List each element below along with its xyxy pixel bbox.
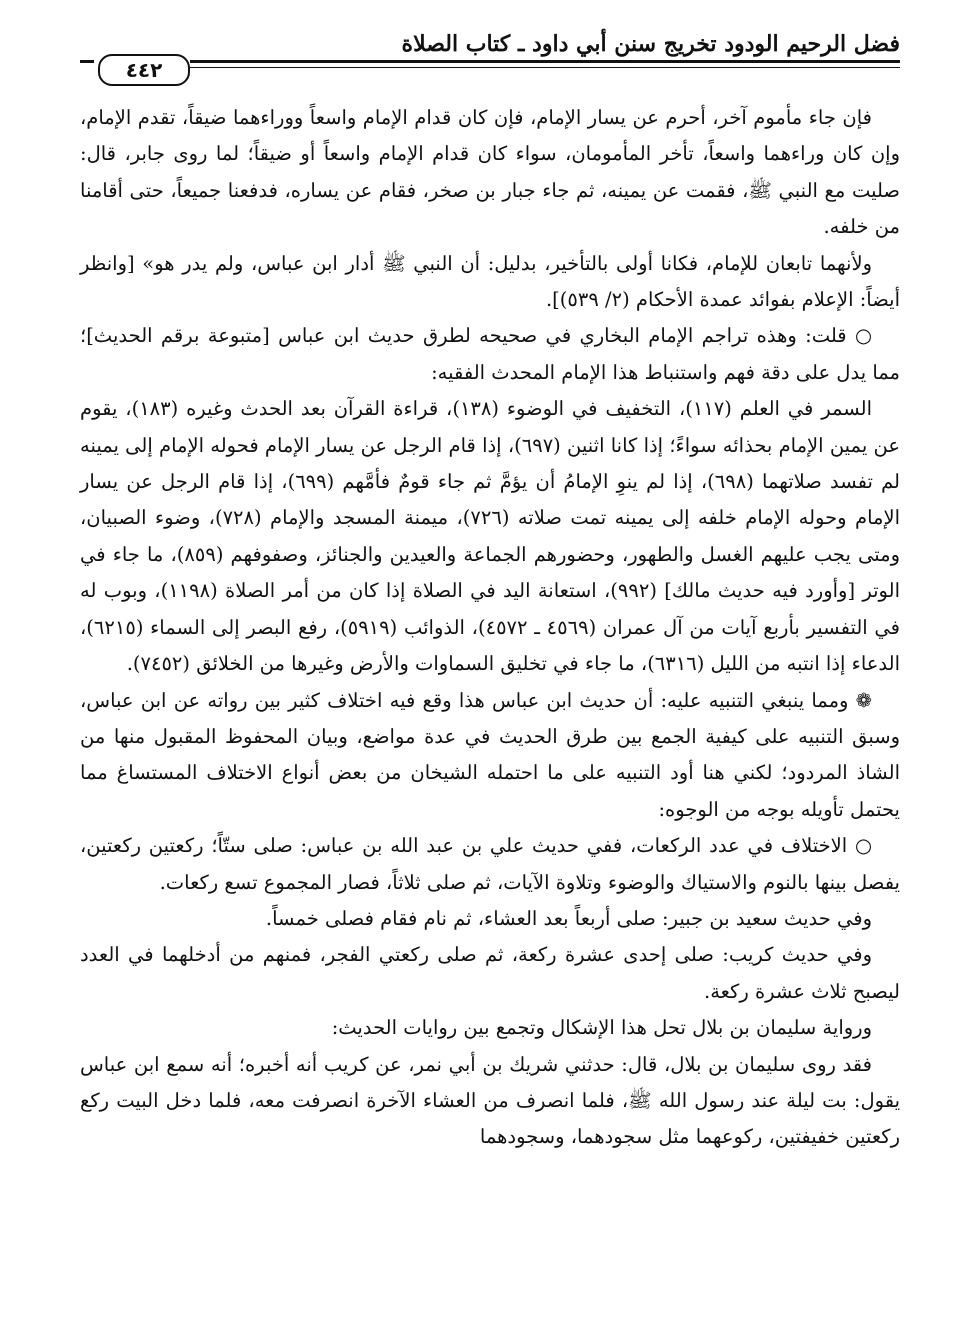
header-title: فضل الرحيم الودود تخريج سنن أبي داود ـ كتاب الصلاة xyxy=(401,31,900,57)
running-header xyxy=(80,30,900,58)
paragraph: وفي حديث كريب: صلى إحدى عشرة ركعة، ثم صلى ركعتي الفجر، فمنهم من أدخلهما في العدد ليصبح ثلاث عشرة ركعة. xyxy=(80,943,900,1003)
page-number: ٤٤٢ xyxy=(98,54,190,86)
paragraph: ورواية سليمان بن بلال تحل هذا الإشكال وتجمع بين روايات الحديث: xyxy=(331,1016,872,1040)
paragraph: ○ الاختلاف في عدد الركعات، ففي حديث علي بن عبد الله بن عباس: صلى ستّاً؛ ركعتين ركعتين، يفصل بينها بالنوم والاستياك والوضوء وتلاوة الآيات، ثم صلى ثلاثاً، فصار المجموع تسع ركعات. xyxy=(80,834,900,894)
paragraph: ○ قلت: وهذه تراجم الإمام البخاري في صحيحه لطرق حديث ابن عباس [متبوعة برقم الحديث]؛ مما يدل على دقة فهم واستنباط هذا الإمام المحدث الفقيه: xyxy=(80,324,900,384)
paragraph: ولأنهما تابعان للإمام، فكانا أولى بالتأخير، بدليل: أن النبي ﷺ أدار ابن عباس، ولم يدر هو» [وانظر أيضاً: الإعلام بفوائد عمدة الأحكام (٢/ ٥٣٩)]. xyxy=(80,251,900,312)
page-body xyxy=(80,100,900,1156)
paragraph: وفي حديث سعيد بن جبير: صلى أربعاً بعد العشاء، ثم نام فقام فصلى خمساً. xyxy=(265,906,872,930)
paragraph: السمر في العلم (١١٧)، التخفيف في الوضوء (١٣٨)، قراءة القرآن بعد الحدث وغيره (١٨٣)، يقوم عن يمين الإمام بحذائه سواءً؛ إذا كانا اثنين (٦٩٧)، إذا قام الرجل عن يسار الإمام فحوله الإمام إلى يمينه لم تفسد صلاتهما (٦٩٨)، إذا لم ينوِ الإمامُ أن يؤمَّ ثم جاء قومٌ فأمَّهم (٦٩٩)، إذا قام الرجل عن يسار الإمام وحوله الإمام خلفه إلى يمينه تمت صلاته (٧٢٦)، ميمنة المسجد والإمام (٧٢٨)، وضوء الصبيان، ومتى يجب عليهم الغسل والطهور، وحضورهم الجماعة والعيدين والجنائز، وصفوفهم (٨٥٩)، ما جاء في الوتر [وأورد فيه حديث مالك] (٩٩٢)، استعانة اليد في الصلاة إذا كان من أمر الصلاة (١١٩٨)، وبوب له في التفسير بأربع آيات من آل عمران (٤٥٦٩ ـ ٤٥٧٢)، الذوائب (٥٩١٩)، رفع البصر إلى السماء (٦٢١٥)، الدعاء إذا انتبه من الليل (٦٣١٦)، ما جاء في تخليق السماوات والأرض وغيرها من الخلائق (٧٤٥٢). xyxy=(80,397,901,676)
paragraph: فقد روى سليمان بن بلال، قال: حدثني شريك بن أبي نمر، عن كريب أنه أخبره؛ أنه سمع ابن عباس يقول: بت ليلة عند رسول الله ﷺ، فلما انصرف من العشاء الآخرة انصرفت معه، فلما دخل البيت ركع ركعتين خفيفتين، ركوعهما مثل سجودهما، وسجودهما xyxy=(80,1052,900,1149)
header-rule-thick xyxy=(190,60,900,63)
paragraph: فإن جاء مأموم آخر، أحرم عن يسار الإمام، فإن كان قدام الإمام واسعاً ووراءهما ضيقاً، تقدم الإمام، وإن كان وراءهما واسعاً، تأخر المأمومان، سواء كان قدام الإمام واسعاً أو ضيقاً؛ لما روى جابر، قال: صليت مع النبي ﷺ، فقمت عن يمينه، ثم جاء جبار بن صخر، فقام عن يساره، فدفعنا جميعاً، حتى أقامنا من خلفه. xyxy=(80,106,900,239)
header-rule xyxy=(80,58,900,80)
header-rule-thin xyxy=(190,67,900,68)
paragraph: ❁ ومما ينبغي التنبيه عليه: أن حديث ابن عباس هذا وقع فيه اختلاف كثير بين رواته عن ابن عباس، وسبق التنبيه على كيفية الجمع بين طرق الحديث في عدة مواضع، وبيان المحفوظ المقبول منها من الشاذ المردود؛ لكني هنا أود التنبيه على ما احتمله الشيخان من بعض أنواع الاختلاف المستساغ مما يحتمل تأويله بوجه من الوجوه: xyxy=(80,688,900,821)
header-rule-left-stub xyxy=(80,60,94,63)
